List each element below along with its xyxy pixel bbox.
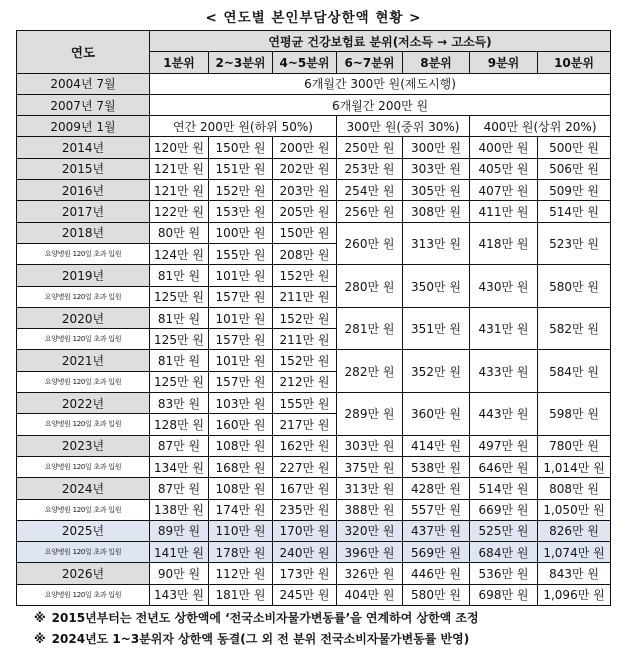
merged-value-cell: 418만 원 [470,222,538,265]
table-row [17,542,611,563]
merged-value-cell: 430만 원 [470,265,538,308]
sub-label-cell: 요양병원 120일 초과 입원 [17,329,150,350]
table-row [17,137,611,158]
merged-value-cell: 433만 원 [470,350,538,393]
value-cell: 446만 원 [403,563,470,584]
merged-value-cell: 400만 원(상위 20%) [470,116,611,137]
merged-value-cell: 350만 원 [403,265,470,308]
sub-label-cell: 요양병원 120일 초과 입원 [17,243,150,264]
footnote-text: 2024년도 1~3분위자 상한액 동결(그 외 전 분위 전국소비자물가변동률 반영) [51,632,470,646]
merged-value-cell: 280만 원 [337,265,403,308]
sub-label-cell: 요양병원 120일 초과 입원 [17,584,150,605]
footnote [34,629,624,650]
value-cell: 89만 원 [150,520,209,541]
value-cell: 125만 원 [150,286,209,307]
year-column-header: 연도 [17,31,150,74]
value-cell: 120만 원 [150,137,209,158]
value-cell: 138만 원 [150,499,209,520]
header-row-group [17,31,611,52]
merged-value-cell: 523만 원 [538,222,611,265]
value-cell: 101만 원 [209,307,273,328]
table-row [17,584,611,605]
decile-header: 6~7분위 [337,52,403,73]
merged-value-cell: 연간 200만 원(하위 50%) [150,116,337,137]
merged-value-cell: 300만 원(중위 30%) [337,116,470,137]
value-cell: 538만 원 [403,456,470,477]
value-cell: 509만 원 [538,180,611,201]
value-cell: 90만 원 [150,563,209,584]
value-cell: 178만 원 [209,542,273,563]
merged-value-cell: 580만 원 [538,265,611,308]
value-cell: 152만 원 [273,307,337,328]
merged-value-cell: 6개월간 300만 원(제도시행) [150,73,611,94]
value-cell: 110만 원 [209,520,273,541]
value-cell: 157만 원 [209,329,273,350]
year-cell: 2026년 [17,563,150,584]
merged-value-cell: 282만 원 [337,350,403,393]
value-cell: 514만 원 [470,478,538,499]
table-row [17,435,611,456]
table-row [17,478,611,499]
table-row [17,499,611,520]
year-cell: 2024년 [17,478,150,499]
value-cell: 143만 원 [150,584,209,605]
value-cell: 698만 원 [470,584,538,605]
year-cell: 2022년 [17,393,150,414]
value-cell: 1,074만 원 [538,542,611,563]
value-cell: 437만 원 [403,520,470,541]
decile-header: 4~5분위 [273,52,337,73]
value-cell: 388만 원 [337,499,403,520]
sub-label-cell: 요양병원 120일 초과 입원 [17,414,150,435]
table-row [17,116,611,137]
value-cell: 557만 원 [403,499,470,520]
value-cell: 150만 원 [209,137,273,158]
year-cell: 2023년 [17,435,150,456]
table-row [17,350,611,371]
sub-label-cell: 요양병원 120일 초과 입원 [17,499,150,520]
value-cell: 122만 원 [150,201,209,222]
merged-value-cell: 431만 원 [470,307,538,350]
decile-header: 8분위 [403,52,470,73]
value-cell: 200만 원 [273,137,337,158]
merged-value-cell: 360만 원 [403,393,470,436]
value-cell: 101만 원 [209,350,273,371]
value-cell: 254만 원 [337,180,403,201]
value-cell: 125만 원 [150,371,209,392]
value-cell: 181만 원 [209,584,273,605]
value-cell: 400만 원 [470,137,538,158]
value-cell: 407만 원 [470,180,538,201]
value-cell: 170만 원 [273,520,337,541]
table-row [17,563,611,584]
sub-label-cell: 요양병원 120일 초과 입원 [17,542,150,563]
decile-header: 2~3분위 [209,52,273,73]
value-cell: 211만 원 [273,286,337,307]
year-cell: 2004년 7월 [17,73,150,94]
value-cell: 506만 원 [538,158,611,179]
value-cell: 240만 원 [273,542,337,563]
value-cell: 326만 원 [337,563,403,584]
year-cell: 2025년 [17,520,150,541]
value-cell: 235만 원 [273,499,337,520]
value-cell: 303만 원 [403,158,470,179]
value-cell: 124만 원 [150,243,209,264]
value-cell: 141만 원 [150,542,209,563]
value-cell: 100만 원 [209,222,273,243]
value-cell: 414만 원 [403,435,470,456]
value-cell: 843만 원 [538,563,611,584]
value-cell: 173만 원 [273,563,337,584]
decile-header: 10분위 [538,52,611,73]
merged-value-cell: 281만 원 [337,307,403,350]
sub-label-cell: 요양병원 120일 초과 입원 [17,371,150,392]
value-cell: 81만 원 [150,265,209,286]
year-cell: 2020년 [17,307,150,328]
value-cell: 103만 원 [209,393,273,414]
value-cell: 514만 원 [538,201,611,222]
value-cell: 580만 원 [403,584,470,605]
copayment-cap-table [16,30,611,606]
footnote [34,608,624,629]
table-row [17,94,611,115]
value-cell: 500만 원 [538,137,611,158]
value-cell: 134만 원 [150,456,209,477]
year-cell: 2018년 [17,222,150,243]
value-cell: 669만 원 [470,499,538,520]
value-cell: 121만 원 [150,180,209,201]
year-cell: 2021년 [17,350,150,371]
value-cell: 205만 원 [273,201,337,222]
value-cell: 157만 원 [209,371,273,392]
year-cell: 2017년 [17,201,150,222]
value-cell: 308만 원 [403,201,470,222]
value-cell: 81만 원 [150,350,209,371]
value-cell: 808만 원 [538,478,611,499]
table-row [17,393,611,414]
value-cell: 160만 원 [209,414,273,435]
value-cell: 155만 원 [273,393,337,414]
merged-value-cell: 598만 원 [538,393,611,436]
decile-header: 9분위 [470,52,538,73]
value-cell: 155만 원 [209,243,273,264]
value-cell: 128만 원 [150,414,209,435]
year-cell: 2015년 [17,158,150,179]
value-cell: 152만 원 [209,180,273,201]
merged-value-cell: 6개월간 200만 원 [150,94,611,115]
year-cell: 2007년 7월 [17,94,150,115]
value-cell: 208만 원 [273,243,337,264]
value-cell: 212만 원 [273,371,337,392]
decile-group-header: 연평균 건강보험료 분위(저소득 → 고소득) [150,31,611,52]
year-cell: 2019년 [17,265,150,286]
value-cell: 203만 원 [273,180,337,201]
value-cell: 253만 원 [337,158,403,179]
sub-label-cell: 요양병원 120일 초과 입원 [17,456,150,477]
note-mark: ※ [34,632,46,646]
merged-value-cell: 443만 원 [470,393,538,436]
table-row [17,456,611,477]
value-cell: 646만 원 [470,456,538,477]
value-cell: 256만 원 [337,201,403,222]
value-cell: 684만 원 [470,542,538,563]
value-cell: 167만 원 [273,478,337,499]
value-cell: 202만 원 [273,158,337,179]
table-row [17,265,611,286]
merged-value-cell: 260만 원 [337,222,403,265]
value-cell: 83만 원 [150,393,209,414]
table-body [17,73,611,605]
value-cell: 108만 원 [209,435,273,456]
value-cell: 497만 원 [470,435,538,456]
value-cell: 168만 원 [209,456,273,477]
value-cell: 150만 원 [273,222,337,243]
value-cell: 411만 원 [470,201,538,222]
value-cell: 826만 원 [538,520,611,541]
page-title: < 연도별 본인부담상한액 현황 > [205,10,422,26]
value-cell: 112만 원 [209,563,273,584]
value-cell: 157만 원 [209,286,273,307]
value-cell: 217만 원 [273,414,337,435]
value-cell: 320만 원 [337,520,403,541]
value-cell: 87만 원 [150,435,209,456]
table-row [17,307,611,328]
year-cell: 2014년 [17,137,150,158]
value-cell: 303만 원 [337,435,403,456]
table-row [17,158,611,179]
value-cell: 227만 원 [273,456,337,477]
footnote-text: 2015년부터는 전년도 상한액에 ‘전국소비자물가변동률’을 연계하여 상한액 조정 [51,611,479,625]
value-cell: 300만 원 [403,137,470,158]
value-cell: 125만 원 [150,329,209,350]
value-cell: 536만 원 [470,563,538,584]
decile-header: 1분위 [150,52,209,73]
value-cell: 81만 원 [150,307,209,328]
sub-label-cell: 요양병원 120일 초과 입원 [17,286,150,307]
value-cell: 245만 원 [273,584,337,605]
value-cell: 313만 원 [337,478,403,499]
value-cell: 121만 원 [150,158,209,179]
table-row [17,520,611,541]
value-cell: 250만 원 [337,137,403,158]
value-cell: 162만 원 [273,435,337,456]
value-cell: 1,096만 원 [538,584,611,605]
year-cell: 2009년 1월 [17,116,150,137]
merged-value-cell: 582만 원 [538,307,611,350]
value-cell: 428만 원 [403,478,470,499]
value-cell: 211만 원 [273,329,337,350]
year-cell: 2016년 [17,180,150,201]
value-cell: 404만 원 [337,584,403,605]
value-cell: 152만 원 [273,350,337,371]
merged-value-cell: 351만 원 [403,307,470,350]
value-cell: 780만 원 [538,435,611,456]
merged-value-cell: 313만 원 [403,222,470,265]
value-cell: 174만 원 [209,499,273,520]
table-row [17,180,611,201]
value-cell: 153만 원 [209,201,273,222]
table-row [17,201,611,222]
merged-value-cell: 352만 원 [403,350,470,393]
value-cell: 569만 원 [403,542,470,563]
value-cell: 305만 원 [403,180,470,201]
value-cell: 87만 원 [150,478,209,499]
value-cell: 405만 원 [470,158,538,179]
value-cell: 1,050만 원 [538,499,611,520]
value-cell: 152만 원 [273,265,337,286]
footnotes [34,608,624,650]
value-cell: 108만 원 [209,478,273,499]
table-row [17,73,611,94]
value-cell: 1,014만 원 [538,456,611,477]
value-cell: 80만 원 [150,222,209,243]
merged-value-cell: 584만 원 [538,350,611,393]
value-cell: 151만 원 [209,158,273,179]
value-cell: 101만 원 [209,265,273,286]
merged-value-cell: 289만 원 [337,393,403,436]
value-cell: 396만 원 [337,542,403,563]
note-mark: ※ [34,611,46,625]
table-row [17,222,611,243]
value-cell: 375만 원 [337,456,403,477]
value-cell: 525만 원 [470,520,538,541]
